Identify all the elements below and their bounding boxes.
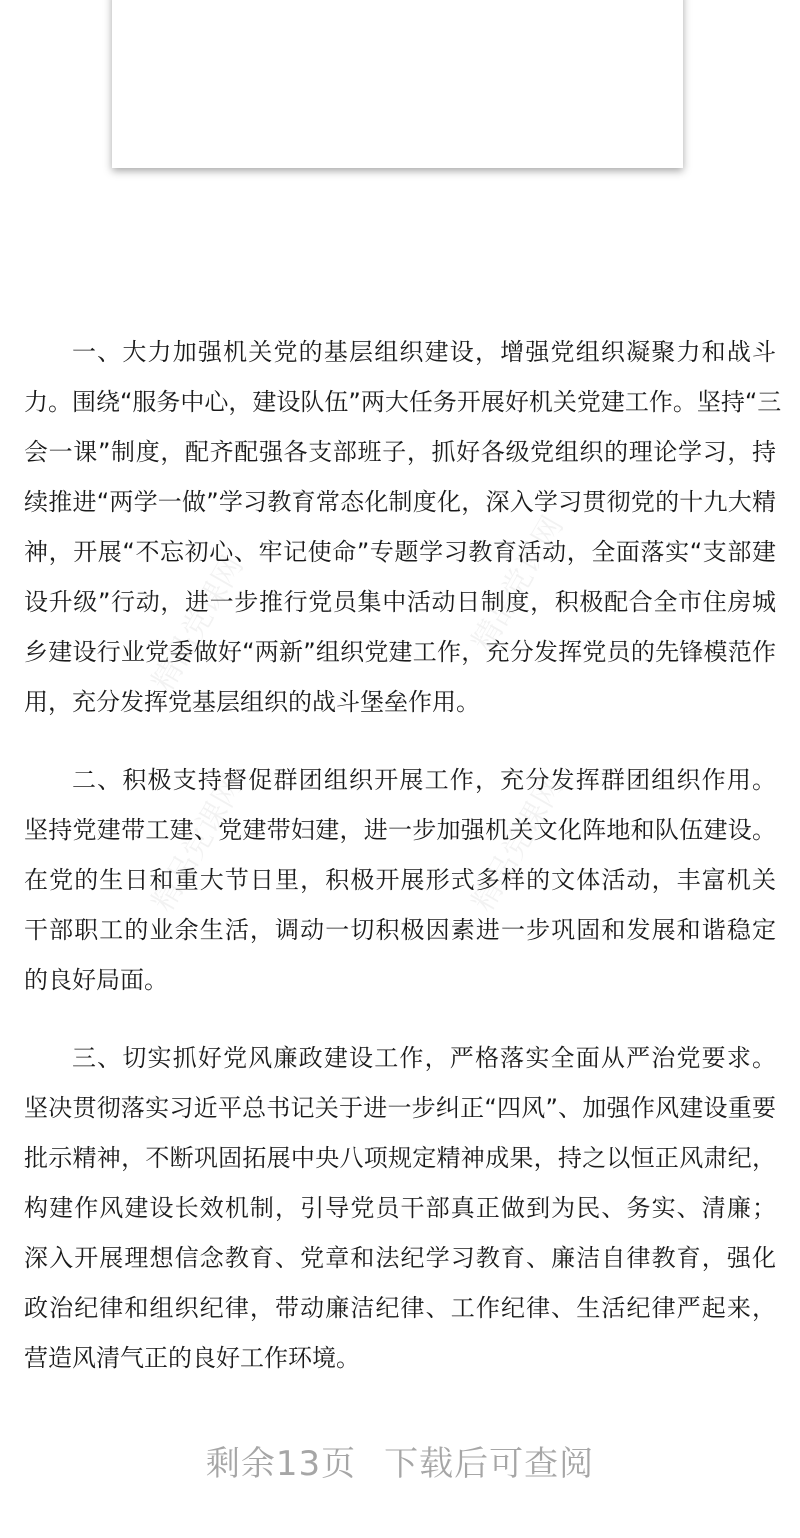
text-line: 营造风清气正的良好工作环境。	[24, 1344, 360, 1372]
text-line: 深入开展理想信念教育、党章和法纪学习教育、廉洁自律教育，强化	[24, 1244, 776, 1272]
watermark: 精品党课网	[145, 550, 251, 698]
text-line: 乡建设行业党委做好“两新”组织党建工作，充分发挥党员的先锋模范作	[24, 638, 776, 666]
text-line: 二、积极支持督促群团组织开展工作，充分发挥群团组织作用。	[72, 766, 776, 794]
download-prompt[interactable]	[0, 1436, 800, 1485]
text-line: 坚持党建带工建、党建带妇建，进一步加强机关文化阵地和队伍建设。	[24, 816, 776, 844]
text-line: 会一课”制度，配齐配强各支部班子，抓好各级党组织的理论学习，持	[24, 438, 776, 466]
watermark: 精品党课网	[465, 770, 571, 918]
text-line: 的良好局面。	[24, 966, 168, 994]
text-line: 政治纪律和组织纪律，带动廉洁纪律、工作纪律、生活纪律严起来，	[24, 1294, 776, 1322]
document-body	[24, 327, 782, 1411]
paragraph	[24, 755, 776, 1005]
remaining-pages-text[interactable]: 剩余13页	[205, 1444, 357, 1484]
text-line: 批示精神，不断巩固拓展中央八项规定精神成果，持之以恒正风肃纪，	[24, 1144, 776, 1172]
download-to-view-text[interactable]: 下载后可查阅	[384, 1444, 595, 1484]
previous-page-card	[112, 0, 683, 168]
text-line: 三、切实抓好党风廉政建设工作，严格落实全面从严治党要求。	[72, 1044, 776, 1072]
text-line: 在党的生日和重大节日里，积极开展形式多样的文体活动，丰富机关	[24, 866, 776, 894]
watermark: 精品党课网	[145, 770, 251, 918]
paragraph	[24, 1033, 776, 1383]
text-line: 力。围绕“服务中心，建设队伍”两大任务开展好机关党建工作。坚持“三	[24, 388, 782, 416]
paragraph	[24, 327, 782, 727]
text-line: 用，充分发挥党基层组织的战斗堡垒作用。	[24, 688, 480, 716]
text-line: 构建作风建设长效机制，引导党员干部真正做到为民、务实、清廉；	[24, 1194, 776, 1222]
text-line: 坚决贯彻落实习近平总书记关于进一步纠正“四风”、加强作风建设重要	[24, 1094, 776, 1122]
text-line: 设升级”行动，进一步推行党员集中活动日制度，积极配合全市住房城	[24, 588, 776, 616]
text-line: 神，开展“不忘初心、牢记使命”专题学习教育活动，全面落实“支部建	[24, 538, 776, 566]
watermark: 精品党课网	[465, 510, 571, 658]
text-line: 干部职工的业余生活，调动一切积极因素进一步巩固和发展和谐稳定	[24, 916, 776, 944]
text-line: 续推进“两学一做”学习教育常态化制度化，深入学习贯彻党的十九大精	[24, 488, 776, 516]
text-line: 一、大力加强机关党的基层组织建设，增强党组织凝聚力和战斗	[72, 338, 776, 366]
